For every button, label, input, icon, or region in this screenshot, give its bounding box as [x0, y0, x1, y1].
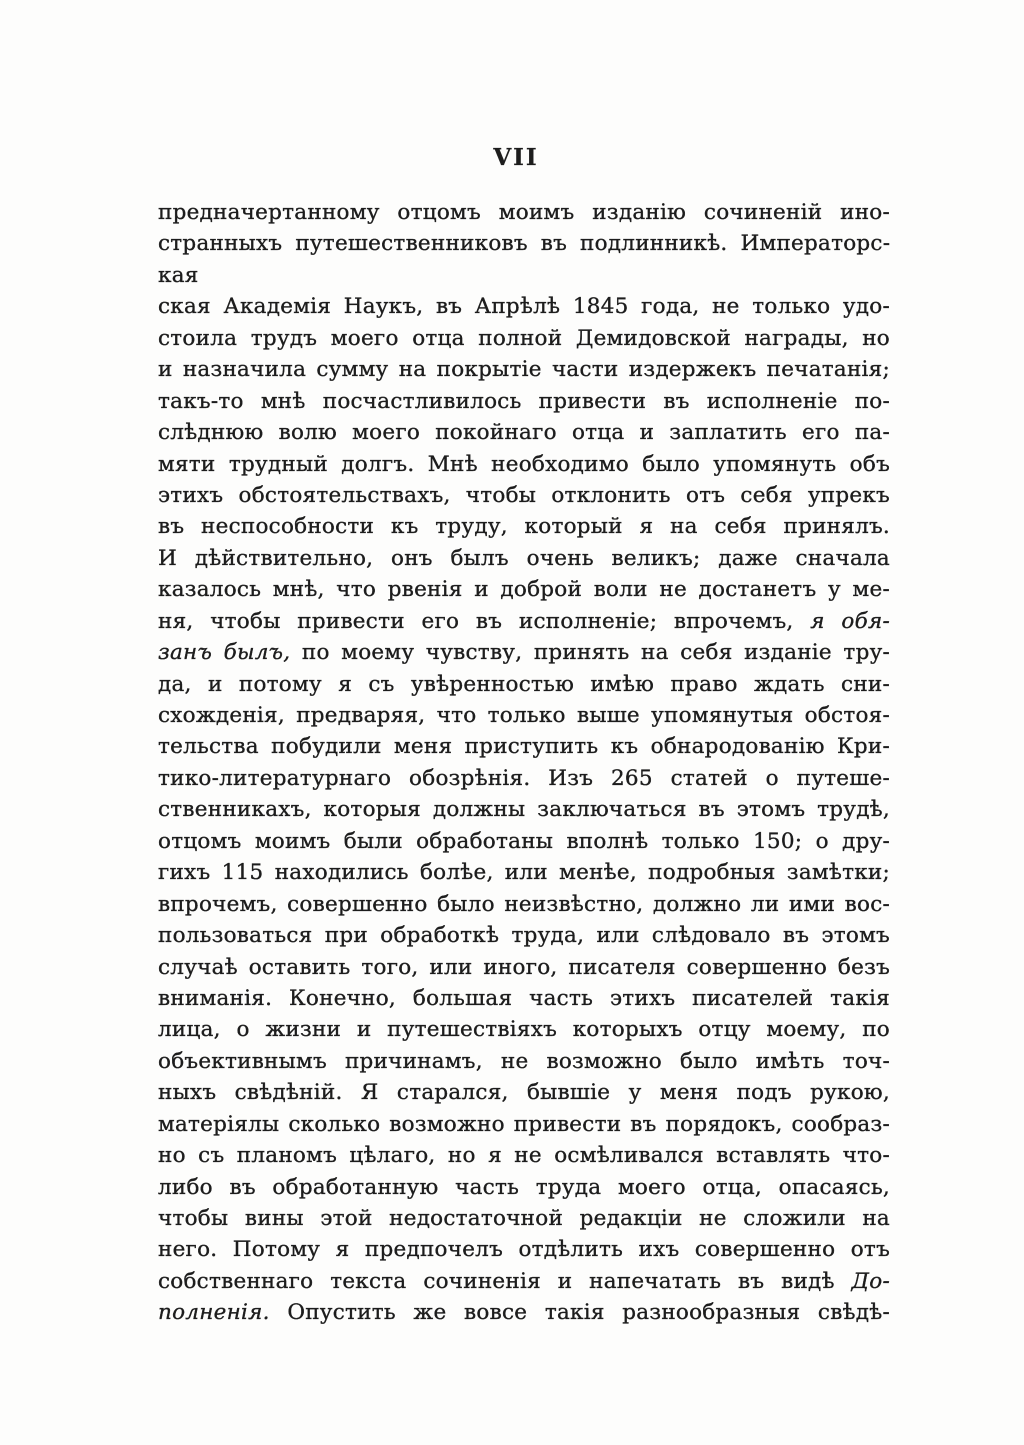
text-segment: чтобы вины этой недостаточной редакціи не сложили на [158, 1206, 890, 1231]
text-segment: ня, чтобы привести его въ исполненіе; впрочемъ, [158, 608, 811, 634]
text-line [158, 449, 890, 480]
text-segment: этихъ обстоятельствахъ, чтобы отклонить отъ себя упрекъ [158, 482, 890, 508]
text-line [158, 952, 890, 983]
text-segment: вниманія. Конечно, большая часть этихъ писателей такія [158, 985, 890, 1011]
text-segment: мяти трудный долгъ. Мнѣ необходимо было упомянуть объ [158, 451, 890, 477]
text-line [158, 637, 890, 668]
text-segment: него. Потому я предпочелъ отдѣлить ихъ совершенно отъ [158, 1237, 890, 1263]
text-line [158, 857, 890, 888]
text-segment: стоила трудъ моего отца полной Демидовской награды, но [158, 325, 890, 351]
text-line [158, 1234, 890, 1265]
text-segment: ныхъ свѣдѣній. Я старался, бывшіе у меня подъ рукою, [158, 1080, 890, 1106]
text-line [158, 889, 890, 920]
text-segment: впрочемъ, совершенно было неизвѣстно, должно ли ими вос- [158, 891, 890, 917]
text-segment: по моему чувству, принять на себя изданіе тру- [301, 640, 890, 666]
text-segment: тельства побудили меня приступить къ обнародованію Кри- [158, 734, 890, 760]
text-segment: полненія. [158, 1300, 270, 1326]
text-segment: въ неспособности къ труду, который я на себя принялъ. [158, 514, 890, 540]
text-line [158, 983, 890, 1014]
text-segment: слѣднюю волю моего покойнаго отца и заплатить его па- [158, 420, 890, 446]
text-segment: объективнымъ причинамъ, не возможно было имѣть точ- [158, 1048, 890, 1074]
text-line [158, 417, 890, 448]
text-segment: ственникахъ, которыя должны заключаться въ этомъ трудѣ, [158, 797, 890, 823]
text-line [158, 700, 890, 731]
text-block [158, 197, 890, 1329]
text-line [158, 291, 890, 322]
text-line [158, 1266, 890, 1297]
text-line [158, 1140, 890, 1171]
text-segment: пользоваться при обработкѣ труда, или слѣдовало въ этомъ [158, 923, 890, 949]
text-segment: тико-литературнаго обозрѣнія. Изъ 265 статей о путеше- [158, 765, 890, 791]
text-line [158, 323, 890, 354]
text-line [158, 826, 890, 857]
text-segment: странныхъ путешественниковъ въ подлинникѣ. Императорская [158, 231, 890, 288]
text-line [158, 543, 890, 574]
text-line [158, 197, 890, 228]
text-segment: собственнаго текста сочиненія и напечатать въ видѣ [158, 1268, 852, 1294]
text-line [158, 1109, 890, 1140]
text-segment: казалось мнѣ, что рвенія и доброй воли не достанетъ у ме- [158, 577, 890, 603]
text-segment: ская Академія Наукъ, въ Апрѣлѣ 1845 года, не только удо- [158, 294, 890, 320]
text-line [158, 606, 890, 637]
text-line [158, 386, 890, 417]
text-line [158, 1014, 890, 1045]
text-line [158, 480, 890, 511]
text-segment: Опустить же вовсе такія разнообразныя свѣдѣ- [269, 1300, 890, 1326]
text-segment: занъ былъ, [158, 640, 302, 666]
text-line [158, 1172, 890, 1203]
text-line [158, 354, 890, 385]
text-segment: До- [851, 1268, 890, 1294]
text-segment: отцомъ моимъ были обработаны вполнѣ только 150; о дру- [158, 828, 890, 854]
page-number: VII [493, 144, 539, 171]
text-line [158, 1046, 890, 1077]
text-segment: но съ планомъ цѣлаго, но я не осмѣливался вставлять что- [158, 1143, 890, 1169]
text-line [158, 794, 890, 825]
text-line [158, 574, 890, 605]
text-segment: я обя- [810, 608, 890, 634]
text-line [158, 920, 890, 951]
text-segment: такъ-то мнѣ посчастливилось привести въ исполненіе по- [158, 388, 890, 414]
text-segment: гихъ 115 находились болѣе, или менѣе, подробныя замѣтки; [158, 860, 890, 886]
text-segment: лица, о жизни и путешествіяхъ которыхъ отцу моему, по [158, 1017, 890, 1043]
text-segment: да, и потому я съ увѣренностью имѣю право ждать сни- [158, 671, 890, 697]
text-segment: и назначила сумму на покрытіе части издержекъ печатанія; [158, 357, 890, 383]
text-line [158, 228, 890, 291]
text-line [158, 511, 890, 542]
text-line [158, 1203, 890, 1234]
text-segment: И дѣйствительно, онъ былъ очень великъ; даже сначала [158, 545, 890, 571]
text-line [158, 669, 890, 700]
text-line [158, 731, 890, 762]
text-segment: матеріялы сколько возможно привести въ порядокъ, сообраз- [158, 1111, 890, 1137]
text-line [158, 1297, 890, 1328]
text-segment: предначертанному отцомъ моимъ изданію сочиненій ино- [158, 200, 890, 225]
text-line [158, 763, 890, 794]
text-line [158, 1077, 890, 1108]
text-segment: либо въ обработанную часть труда моего отца, опасаясь, [158, 1174, 890, 1200]
text-segment: схожденія, предваряя, что только выше упомянутыя обстоя- [158, 703, 890, 728]
text-segment: случаѣ оставить того, или иного, писателя совершенно безъ [158, 954, 890, 980]
